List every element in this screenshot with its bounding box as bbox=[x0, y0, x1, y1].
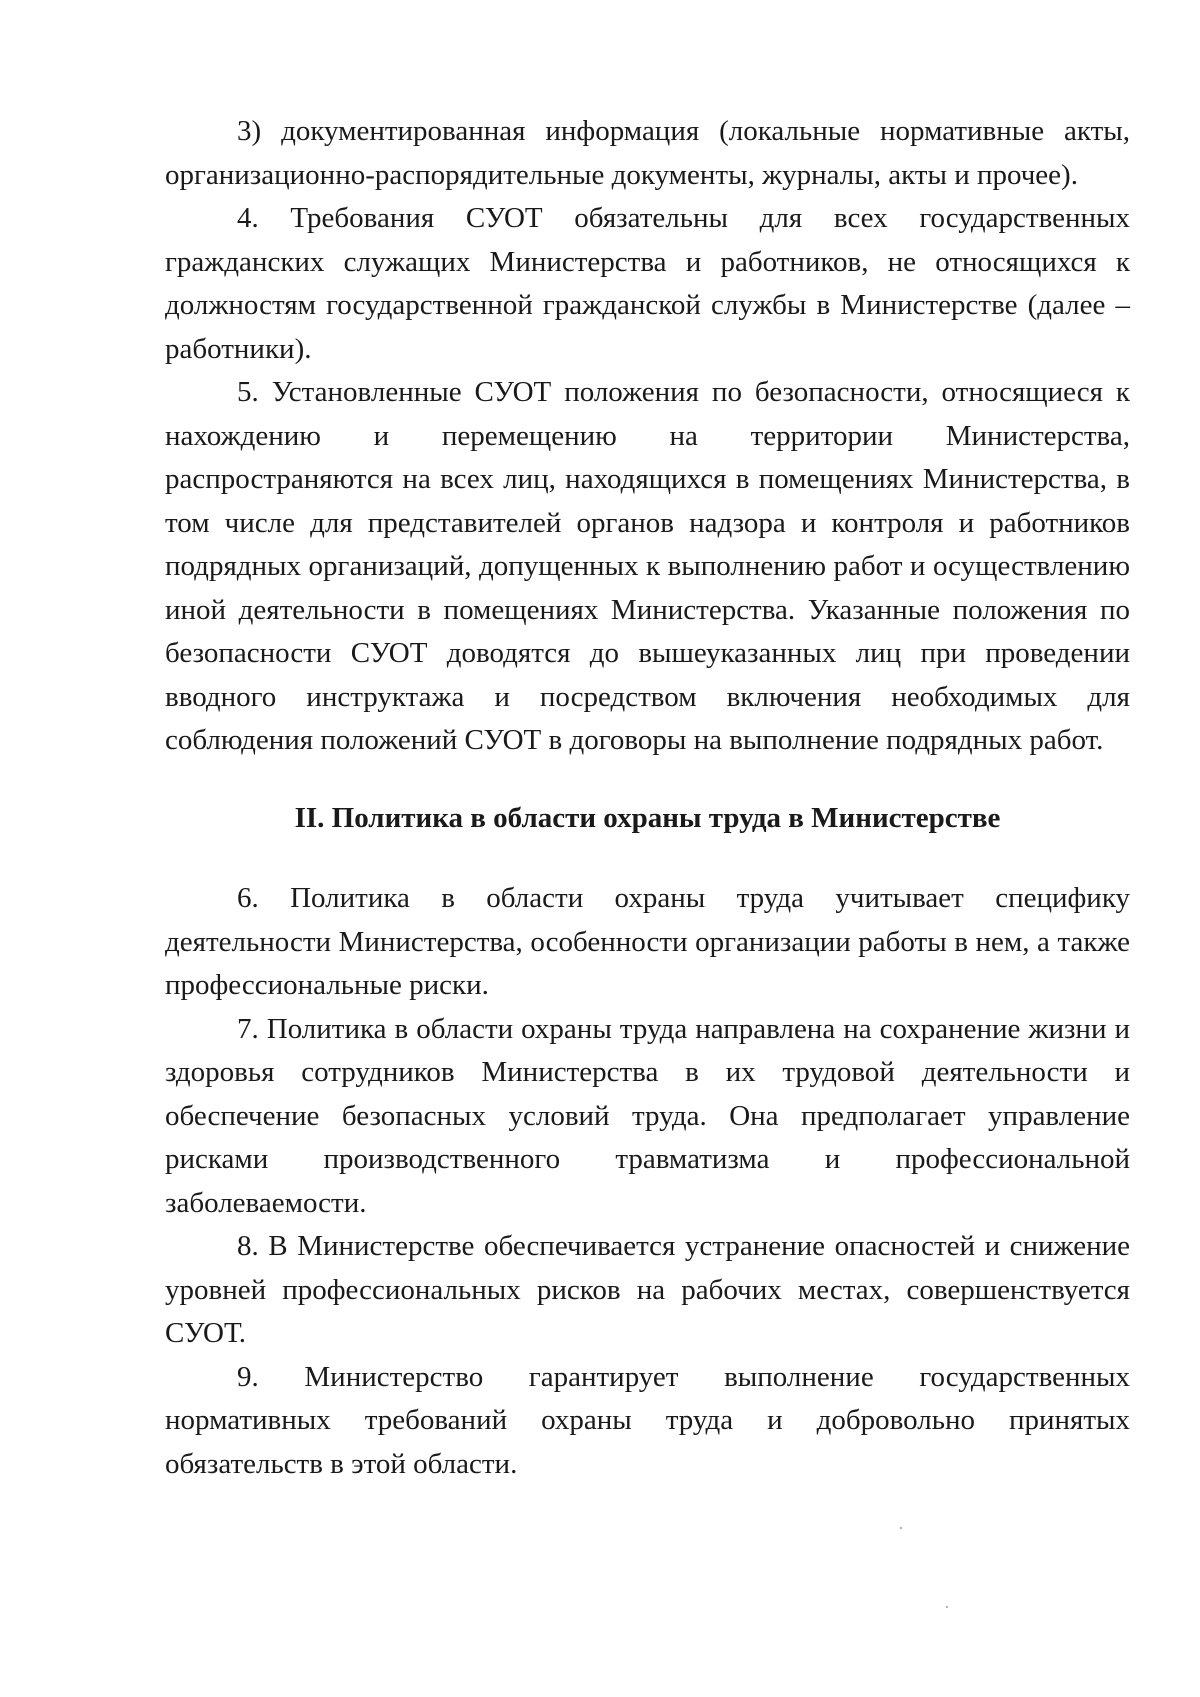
paragraph-6-policy-specifics: 6. Политика в области охраны труда учитывает специфику деятельности Министерства, особенности организации работы в нем, а также профессиональные риски. bbox=[165, 882, 1130, 1001]
section-heading: II. Политика в области охраны труда в Министерстве bbox=[294, 801, 1001, 834]
scan-speck bbox=[900, 1527, 902, 1529]
paragraph-9-guarantees: 9. Министерство гарантирует выполнение государственных нормативных требований охраны труда и добровольно принятых обязательств в этой области. bbox=[165, 1360, 1130, 1480]
paragraph-8-risk-reduction: 8. В Министерстве обеспечивается устранение опасностей и снижение уровней профессиональных рисков на рабочих местах, совершенствуется СУОТ. bbox=[165, 1230, 1130, 1349]
paragraph-7-policy-aims: 7. Политика в области охраны труда направлена на сохранение жизни и здоровья сотрудников Министерства в их трудовой деятельности и обеспечение безопасных условий труда. Она предполагает управление рисками производственного травматизма и профессиональной заболеваемости. bbox=[165, 1012, 1130, 1219]
paragraph-5-safety-provisions: 5. Установленные СУОТ положения по безопасности, относящиеся к нахождению и перемещению на территории Министерства, распространяются на всех лиц, находящихся в помещениях Министерства, в том числе для представителей органов надзора и контроля и работников подрядных организаций, допущенных к выполнению работ и осуществлению иной деятельности в помещениях Министерства. Указанные положения по безопасности СУОТ доводятся до вышеуказанных лиц при проведении вводного инструктажа и посредством включения необходимых для соблюдения положений СУОТ в договоры на выполнение подрядных работ. bbox=[165, 376, 1130, 756]
paragraph-4-requirements: 4. Требования СУОТ обязательны для всех государственных гражданских служащих Министерства и работников, не относящихся к должностям государственной гражданской службы в Министерстве (далее – работники). bbox=[165, 202, 1130, 365]
paragraph-item-3-documented-info: 3) документированная информация (локальные нормативные акты, организационно-распорядительные документы, журналы, акты и прочее). bbox=[165, 115, 1130, 191]
scan-speck bbox=[946, 1606, 948, 1608]
document-page bbox=[165, 110, 1130, 1486]
